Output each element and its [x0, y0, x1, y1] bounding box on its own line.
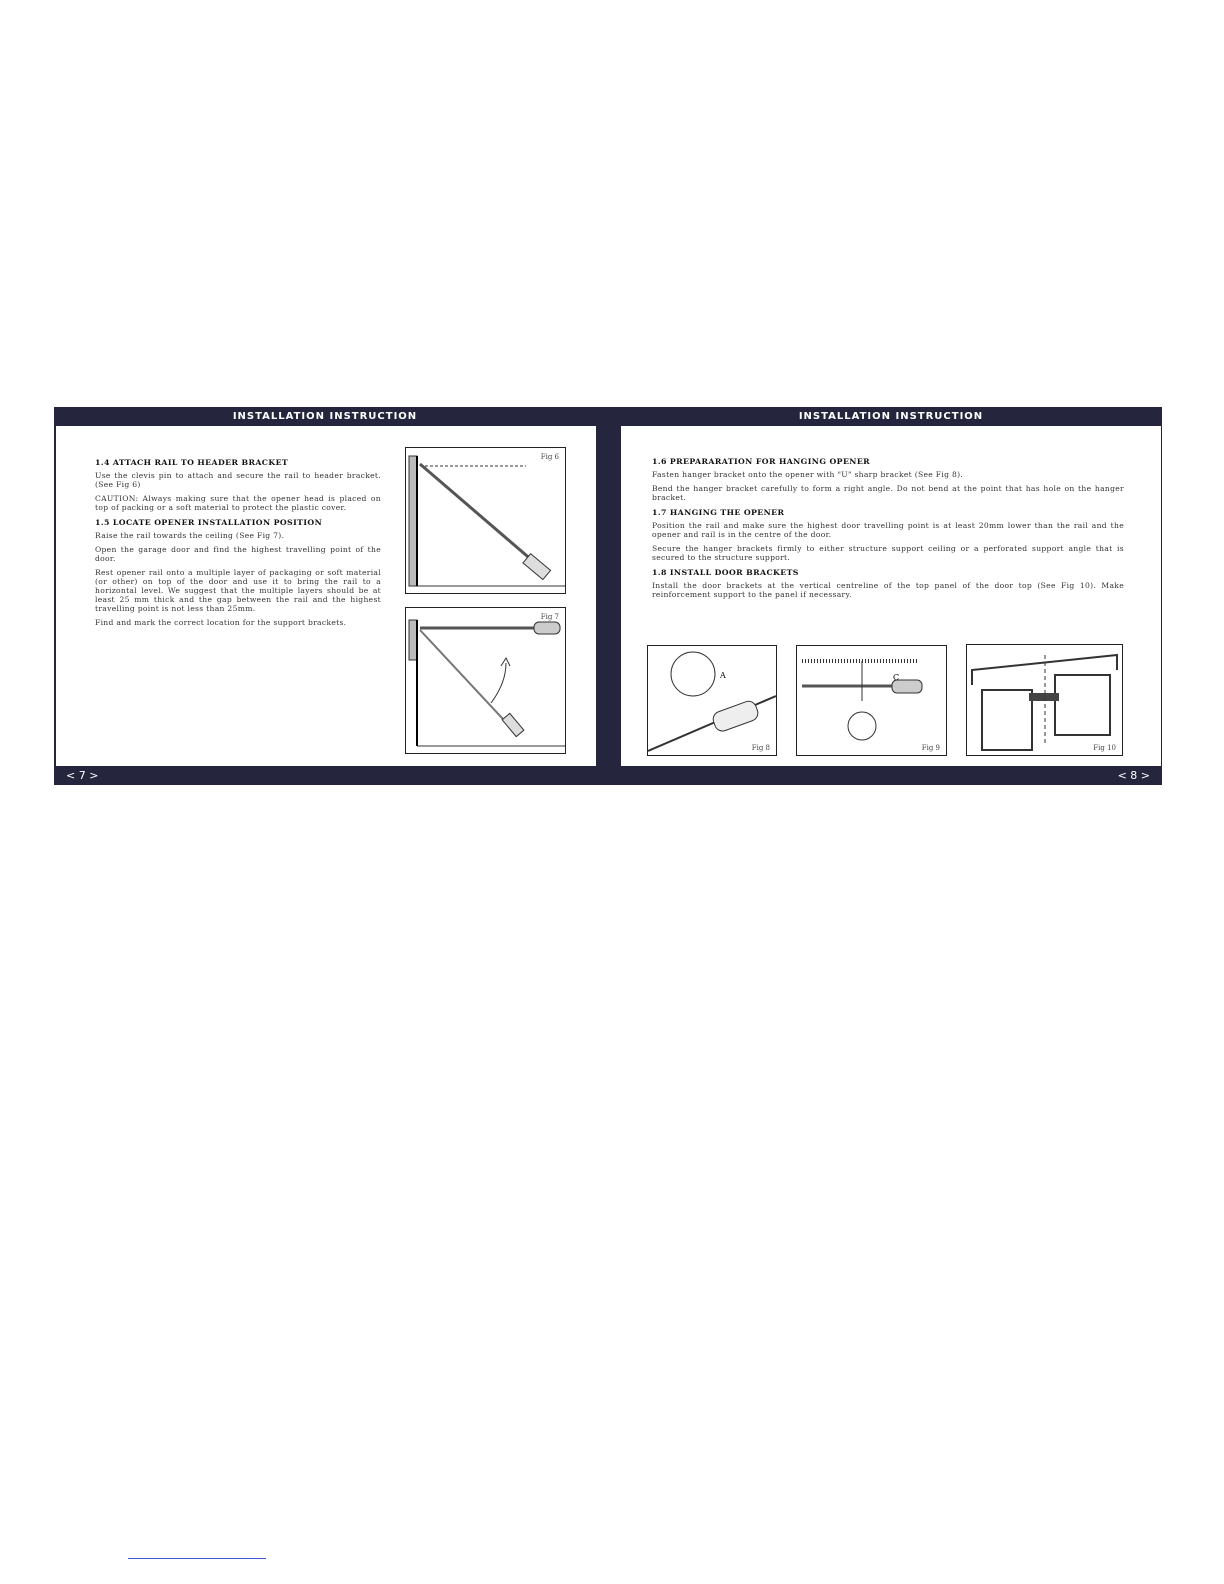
paragraph: Secure the hanger brackets firmly to either structure support ceiling or a perforated support angle that is secured to the structure support.	[652, 544, 1124, 562]
left-header: INSTALLATION INSTRUCTION	[232, 411, 418, 422]
right-header: INSTALLATION INSTRUCTION	[798, 411, 984, 422]
paragraph: Position the rail and make sure the highest door travelling point is at least 20mm lower than the rail and the opener and rail is in the centre of the door.	[652, 521, 1124, 539]
section-title: 1.5 LOCATE OPENER INSTALLATION POSITION	[95, 518, 323, 527]
page-8	[621, 426, 1161, 766]
fig-7-label: Fig 7	[540, 613, 559, 621]
page-7	[56, 426, 596, 766]
manual-spread	[54, 407, 1162, 785]
paragraph: Raise the rail towards the ceiling (See Fig 7).	[95, 531, 285, 540]
callout-a: A	[720, 671, 726, 680]
paragraph: Find and mark the correct location for the support brackets.	[95, 618, 347, 627]
paragraph: CAUTION: Always making sure that the opener head is placed on top of packing or a soft material to protect the plastic cover.	[95, 494, 381, 512]
paragraph: Rest opener rail onto a multiple layer of packaging or soft material (or other) on top of the door and use it to bring the rail to a horizontal level. We suggest that the multiple layers should be at least 25 mm thick and the gap between the rail and the highest travelling point is not less than 25mm.	[95, 568, 381, 613]
fig-6-label: Fig 6	[540, 453, 559, 461]
page-number-7: < 7 >	[66, 769, 99, 782]
paragraph: Fasten hanger bracket onto the opener with "U" sharp bracket (See Fig 8).	[652, 470, 964, 479]
section-title: 1.7 HANGING THE OPENER	[652, 508, 785, 517]
fig-8	[647, 645, 777, 756]
link-underline[interactable]	[128, 1558, 266, 1559]
fig-10	[966, 644, 1123, 756]
section-title: 1.4 ATTACH RAIL TO HEADER BRACKET	[95, 458, 289, 467]
page-number-8: < 8 >	[1117, 769, 1150, 782]
section-title: 1.6 PREPARARATION FOR HANGING OPENER	[652, 457, 871, 466]
paragraph: Bend the hanger bracket carefully to form a right angle. Do not bend at the point that has hole on the hanger bracket.	[652, 484, 1124, 502]
fig-8-label: Fig 8	[751, 744, 770, 752]
section-title: 1.8 INSTALL DOOR BRACKETS	[652, 568, 799, 577]
left-text	[95, 452, 381, 632]
fig-6	[405, 447, 566, 594]
svg-text:C: C	[893, 673, 900, 682]
paragraph: Open the garage door and find the highest travelling point of the door.	[95, 545, 381, 563]
fig-7	[405, 607, 566, 754]
fig-9	[796, 645, 947, 756]
fig-10-label: Fig 10	[1093, 744, 1116, 752]
right-text	[652, 451, 1124, 604]
paragraph: Use the clevis pin to attach and secure the rail to header bracket. (See Fig 6)	[95, 471, 381, 489]
fig-9-label: Fig 9	[921, 744, 940, 752]
paragraph: Install the door brackets at the vertical centreline of the top panel of the door top (See Fig 10). Make reinforcement support to the panel if necessary.	[652, 581, 1124, 599]
